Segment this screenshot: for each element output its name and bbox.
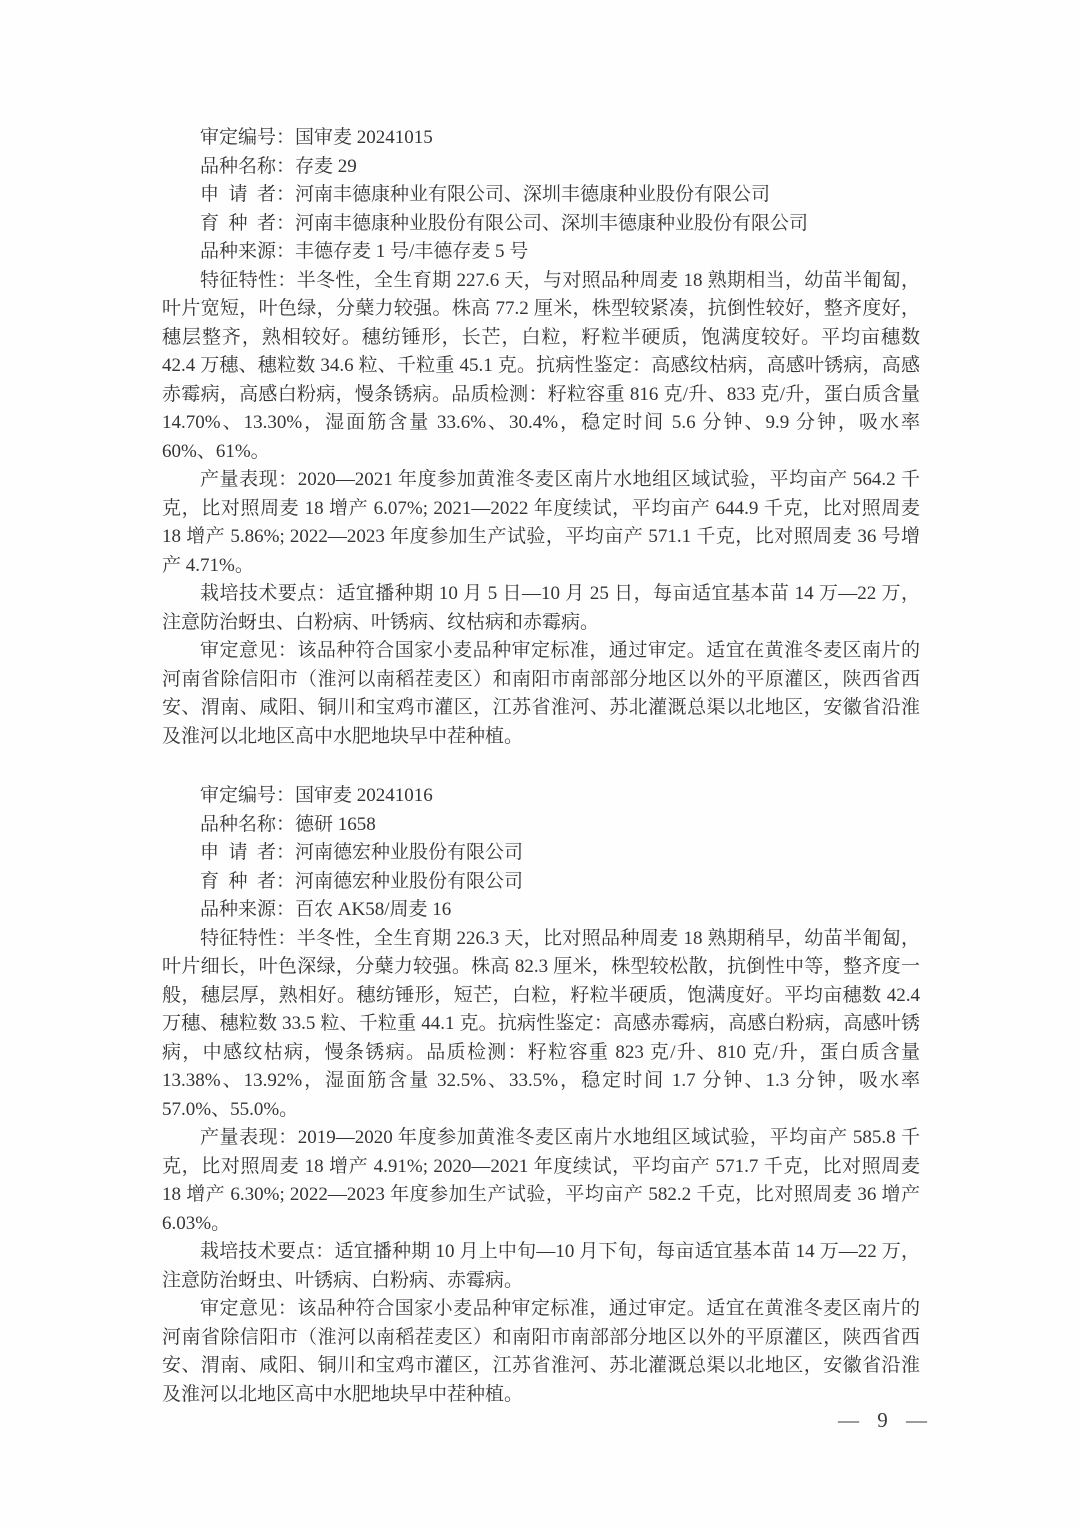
approval-opinion-text: 该品种符合国家小麦品种审定标准，通过审定。适宜在黄淮冬麦区南片的河南省除信阳市（淮河以南稻茬麦区）和南阳市南部部分地区以外的平原灌区，陕西省西安、渭南、咸阳、铜川和宝鸡市灌区，江苏省淮河、苏北灌溉总渠以北地区，安徽省沿淮及淮河以北地区高中水肥地块早中茬种植。 [162,1298,920,1405]
approval-opinion-text: 该品种符合国家小麦品种审定标准，通过审定。适宜在黄淮冬麦区南片的河南省除信阳市（淮河以南稻茬麦区）和南阳市南部部分地区以外的平原灌区，陕西省西安、渭南、咸阳、铜川和宝鸡市灌区，江苏省淮河、苏北灌溉总渠以北地区，安徽省沿淮及淮河以北地区高中水肥地块早中茬种植。 [162,640,920,747]
approval-number-line [162,124,920,153]
breeder-label: 育 种 者： [200,870,296,892]
variety-name-label: 品种名称： [200,155,296,177]
cultivation-points-label: 栽培技术要点： [200,1241,335,1262]
yield-performance-paragraph [162,466,920,580]
yield-performance-text: 2020—2021 年度参加黄淮冬麦区南片水地组区域试验，平均亩产 564.2 千克，比对照周麦 18 增产 6.07%; 2021—2022 年度续试，平均亩产 644.9 千克，比对照周麦 18 增产 5.86%; 2022—2023 年度参加生产试验，平均亩产 571.1 千克，比对照周麦 36 号增产 4.71%。 [162,469,920,576]
applicant-value: 河南德宏种业股份有限公司 [295,842,524,863]
variety-section-cunmai-29 [162,124,920,751]
variety-origin-label: 品种来源： [200,241,296,262]
approval-opinion-label: 审定意见： [200,640,298,661]
cultivation-points-paragraph [162,1238,920,1295]
cultivation-points-paragraph [162,580,920,637]
page-footer [838,1406,927,1434]
characteristics-paragraph [162,267,920,467]
yield-performance-text: 2019—2020 年度参加黄淮冬麦区南片水地组区域试验，平均亩产 585.8 千克，比对照周麦 18 增产 4.91%; 2020—2021 年度续试，平均亩产 571.7 千克，比对照周麦 18 增产 6.30%; 2022—2023 年度参加生产试验，平均亩产 582.2 千克，比对照周麦 36 增产 6.03%。 [162,1127,920,1234]
breeder-value: 河南德宏种业股份有限公司 [295,870,524,892]
yield-performance-label: 产量表现： [200,1127,298,1148]
variety-origin-value: 百农 AK58/周麦 16 [295,899,452,920]
breeder-line [162,210,920,239]
approval-opinion-paragraph [162,637,920,751]
breeder-label: 育 种 者： [200,212,296,234]
cultivation-points-text: 适宜播种期 10 月 5 日—10 月 25 日，每亩适宜基本苗 14 万—22 万，注意防治蚜虫、白粉病、叶锈病、纹枯病和赤霉病。 [162,583,920,633]
cultivation-points-text: 适宜播种期 10 月上中旬—10 月下旬，每亩适宜基本苗 14 万—22 万，注意防治蚜虫、叶锈病、白粉病、赤霉病。 [162,1241,920,1291]
cultivation-points-label: 栽培技术要点： [200,583,337,604]
breeder-value: 河南丰德康种业股份有限公司、深圳丰德康种业股份有限公司 [295,212,809,234]
yield-performance-paragraph [162,1124,920,1238]
characteristics-label: 特征特性： [200,269,297,291]
applicant-value: 河南丰德康种业有限公司、深圳丰德康种业股份有限公司 [295,184,771,205]
page-number: — 9 — [838,1408,927,1432]
document-content [162,124,920,1409]
variety-origin-line [162,896,920,925]
approval-number-value: 国审麦 20241016 [295,785,433,806]
variety-name-line [162,811,920,840]
characteristics-label: 特征特性： [200,927,297,949]
variety-name-value: 存麦 29 [295,155,357,177]
approval-number-line [162,782,920,811]
approval-number-label: 审定编号： [200,785,296,806]
applicant-label: 申 请 者： [200,184,296,205]
characteristics-paragraph [162,925,920,1125]
breeder-line [162,868,920,897]
variety-name-value: 德研 1658 [295,813,376,835]
yield-performance-label: 产量表现： [200,469,298,490]
approval-opinion-paragraph [162,1295,920,1409]
applicant-line [162,839,920,868]
approval-number-value: 国审麦 20241015 [295,127,433,148]
variety-section-deyan-1658 [162,782,920,1409]
applicant-line [162,181,920,210]
variety-origin-label: 品种来源： [200,899,296,920]
approval-number-label: 审定编号： [200,127,296,148]
variety-origin-line [162,238,920,267]
variety-origin-value: 丰德存麦 1 号/丰德存麦 5 号 [295,241,529,262]
characteristics-text: 半冬性，全生育期 227.6 天，与对照品种周麦 18 熟期相当，幼苗半匍匐，叶片宽短，叶色绿，分蘖力较强。株高 77.2 厘米，株型较紧凑，抗倒性较好，整齐度好，穗层整齐，熟相较好。穗纺锤形，长芒，白粒，籽粒半硬质，饱满度较好。平均亩穗数 42.4 万穗、穗粒数 34.6 粒、千粒重 45.1 克。抗病性鉴定：高感纹枯病，高感叶锈病，高感赤霉病，高感白粉病，慢条锈病。品质检测：籽粒容重 816 克/升、833 克/升，蛋白质含量 14.70%、13.30%，湿面筋含量 33.6%、30.4%，稳定时间 5.6 分钟、9.9 分钟，吸水率 60%、61%。 [162,269,920,462]
characteristics-text: 半冬性，全生育期 226.3 天，比对照品种周麦 18 熟期稍早，幼苗半匍匐，叶片细长，叶色深绿，分蘖力较强。株高 82.3 厘米，株型较松散，抗倒性中等，整齐度一般，穗层厚，熟相好。穗纺锤形，短芒，白粒，籽粒半硬质，饱满度好。平均亩穗数 42.4 万穗、穗粒数 33.5 粒、千粒重 44.1 克。抗病性鉴定：高感赤霉病，高感白粉病，高感叶锈病，中感纹枯病，慢条锈病。品质检测：籽粒容重 823 克/升、810 克/升，蛋白质含量 13.38%、13.92%，湿面筋含量 32.5%、33.5%，稳定时间 1.7 分钟、1.3 分钟，吸水率 57.0%、55.0%。 [162,927,920,1120]
variety-name-line [162,153,920,182]
variety-name-label: 品种名称： [200,813,296,835]
applicant-label: 申 请 者： [200,842,296,863]
approval-opinion-label: 审定意见： [200,1298,298,1319]
